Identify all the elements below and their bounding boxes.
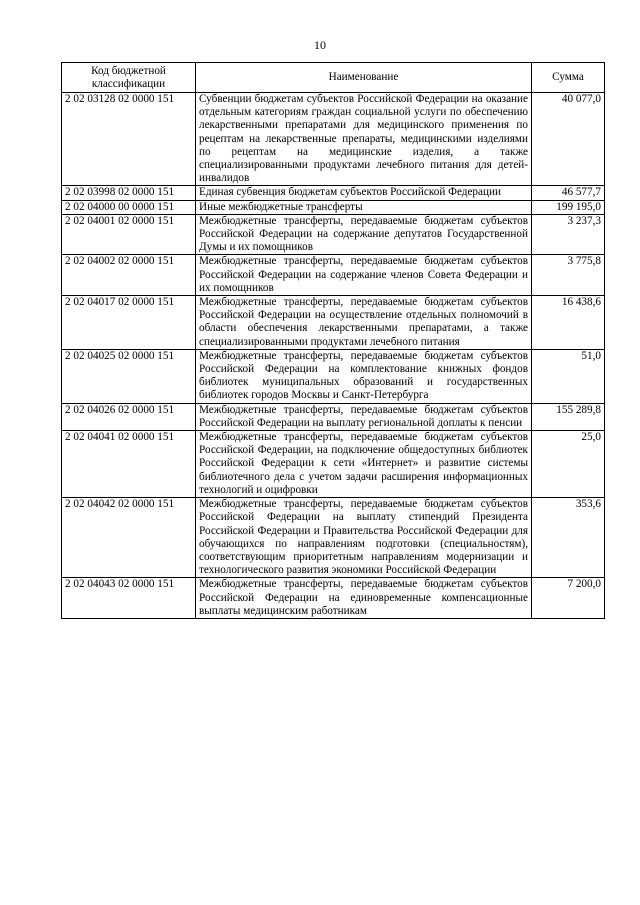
row-code: 2 02 03998 02 0000 151 (62, 186, 196, 200)
header-code: Код бюджетной классификации (62, 63, 196, 93)
table-header-row (62, 63, 605, 93)
row-code: 2 02 04026 02 0000 151 (62, 403, 196, 430)
row-sum: 46 577,7 (532, 186, 605, 200)
row-sum: 3 237,3 (532, 214, 605, 255)
row-sum: 51,0 (532, 349, 605, 403)
row-name: Межбюджетные трансферты, передаваемые бюджетам субъектов Российской Федерации, на подключение общедоступных библиотек Российской Федерации к сети «Интернет» и развитие системы библиотечного дела с учетом задачи расширения информационных технологий и оцифровки (196, 431, 532, 498)
row-sum: 25,0 (532, 431, 605, 498)
row-sum: 16 438,6 (532, 296, 605, 350)
table-row (62, 578, 605, 619)
row-name: Межбюджетные трансферты, передаваемые бюджетам субъектов Российской Федерации на осуществление отдельных полномочий в области обеспечения лекарственными препаратами, а также специализированными продуктами лечебного питания (196, 296, 532, 350)
row-sum: 7 200,0 (532, 578, 605, 619)
table-row (62, 349, 605, 403)
row-code: 2 02 04002 02 0000 151 (62, 255, 196, 296)
row-sum: 155 289,8 (532, 403, 605, 430)
table-row (62, 498, 605, 578)
row-sum: 40 077,0 (532, 93, 605, 186)
table-row (62, 403, 605, 430)
row-name: Субвенции бюджетам субъектов Российской Федерации на оказание отдельным категориям граждан социальной услуги по обеспечению лекарственными препаратами для медицинского применения по рецептам на лекарственные препараты, медицинскими изделиями по рецептам на медицинские изделия, а также специализированными продуктами лечебного питания для детей-инвалидов (196, 93, 532, 186)
table-row (62, 296, 605, 350)
row-name: Иные межбюджетные трансферты (196, 200, 532, 214)
row-name: Межбюджетные трансферты, передаваемые бюджетам субъектов Российской Федерации на выплату региональной доплаты к пенсии (196, 403, 532, 430)
table-row (62, 255, 605, 296)
row-code: 2 02 04043 02 0000 151 (62, 578, 196, 619)
budget-table (61, 62, 605, 619)
row-code: 2 02 04001 02 0000 151 (62, 214, 196, 255)
table-row (62, 200, 605, 214)
row-code: 2 02 04000 00 0000 151 (62, 200, 196, 214)
row-name: Межбюджетные трансферты, передаваемые бюджетам субъектов Российской Федерации на выплату стипендий Президента Российской Федерации и Правительства Российской Федерации для обучающихся по направлениям подготовки (специальностям), соответствующим приоритетным направлениям модернизации и технологического развития экономики Российской Федерации (196, 498, 532, 578)
table-row (62, 93, 605, 186)
row-code: 2 02 04025 02 0000 151 (62, 349, 196, 403)
page-number: 10 (314, 38, 326, 52)
header-name: Наименование (196, 63, 532, 93)
row-name: Межбюджетные трансферты, передаваемые бюджетам субъектов Российской Федерации на комплектование книжных фондов библиотек муниципальных образований и государственных библиотек городов Москвы и Санкт-Петербурга (196, 349, 532, 403)
row-name: Межбюджетные трансферты, передаваемые бюджетам субъектов Российской Федерации на содержание депутатов Государственной Думы и их помощников (196, 214, 532, 255)
row-code: 2 02 04042 02 0000 151 (62, 498, 196, 578)
row-sum: 3 775,8 (532, 255, 605, 296)
row-code: 2 02 03128 02 0000 151 (62, 93, 196, 186)
row-code: 2 02 04041 02 0000 151 (62, 431, 196, 498)
table-row (62, 186, 605, 200)
row-name: Межбюджетные трансферты, передаваемые бюджетам субъектов Российской Федерации на единовременные компенсационные выплаты медицинским работникам (196, 578, 532, 619)
row-code: 2 02 04017 02 0000 151 (62, 296, 196, 350)
row-sum: 199 195,0 (532, 200, 605, 214)
row-name: Единая субвенция бюджетам субъектов Российской Федерации (196, 186, 532, 200)
row-name: Межбюджетные трансферты, передаваемые бюджетам субъектов Российской Федерации на содержание членов Совета Федерации и их помощников (196, 255, 532, 296)
table-row (62, 431, 605, 498)
header-sum: Сумма (532, 63, 605, 93)
table-row (62, 214, 605, 255)
row-sum: 353,6 (532, 498, 605, 578)
